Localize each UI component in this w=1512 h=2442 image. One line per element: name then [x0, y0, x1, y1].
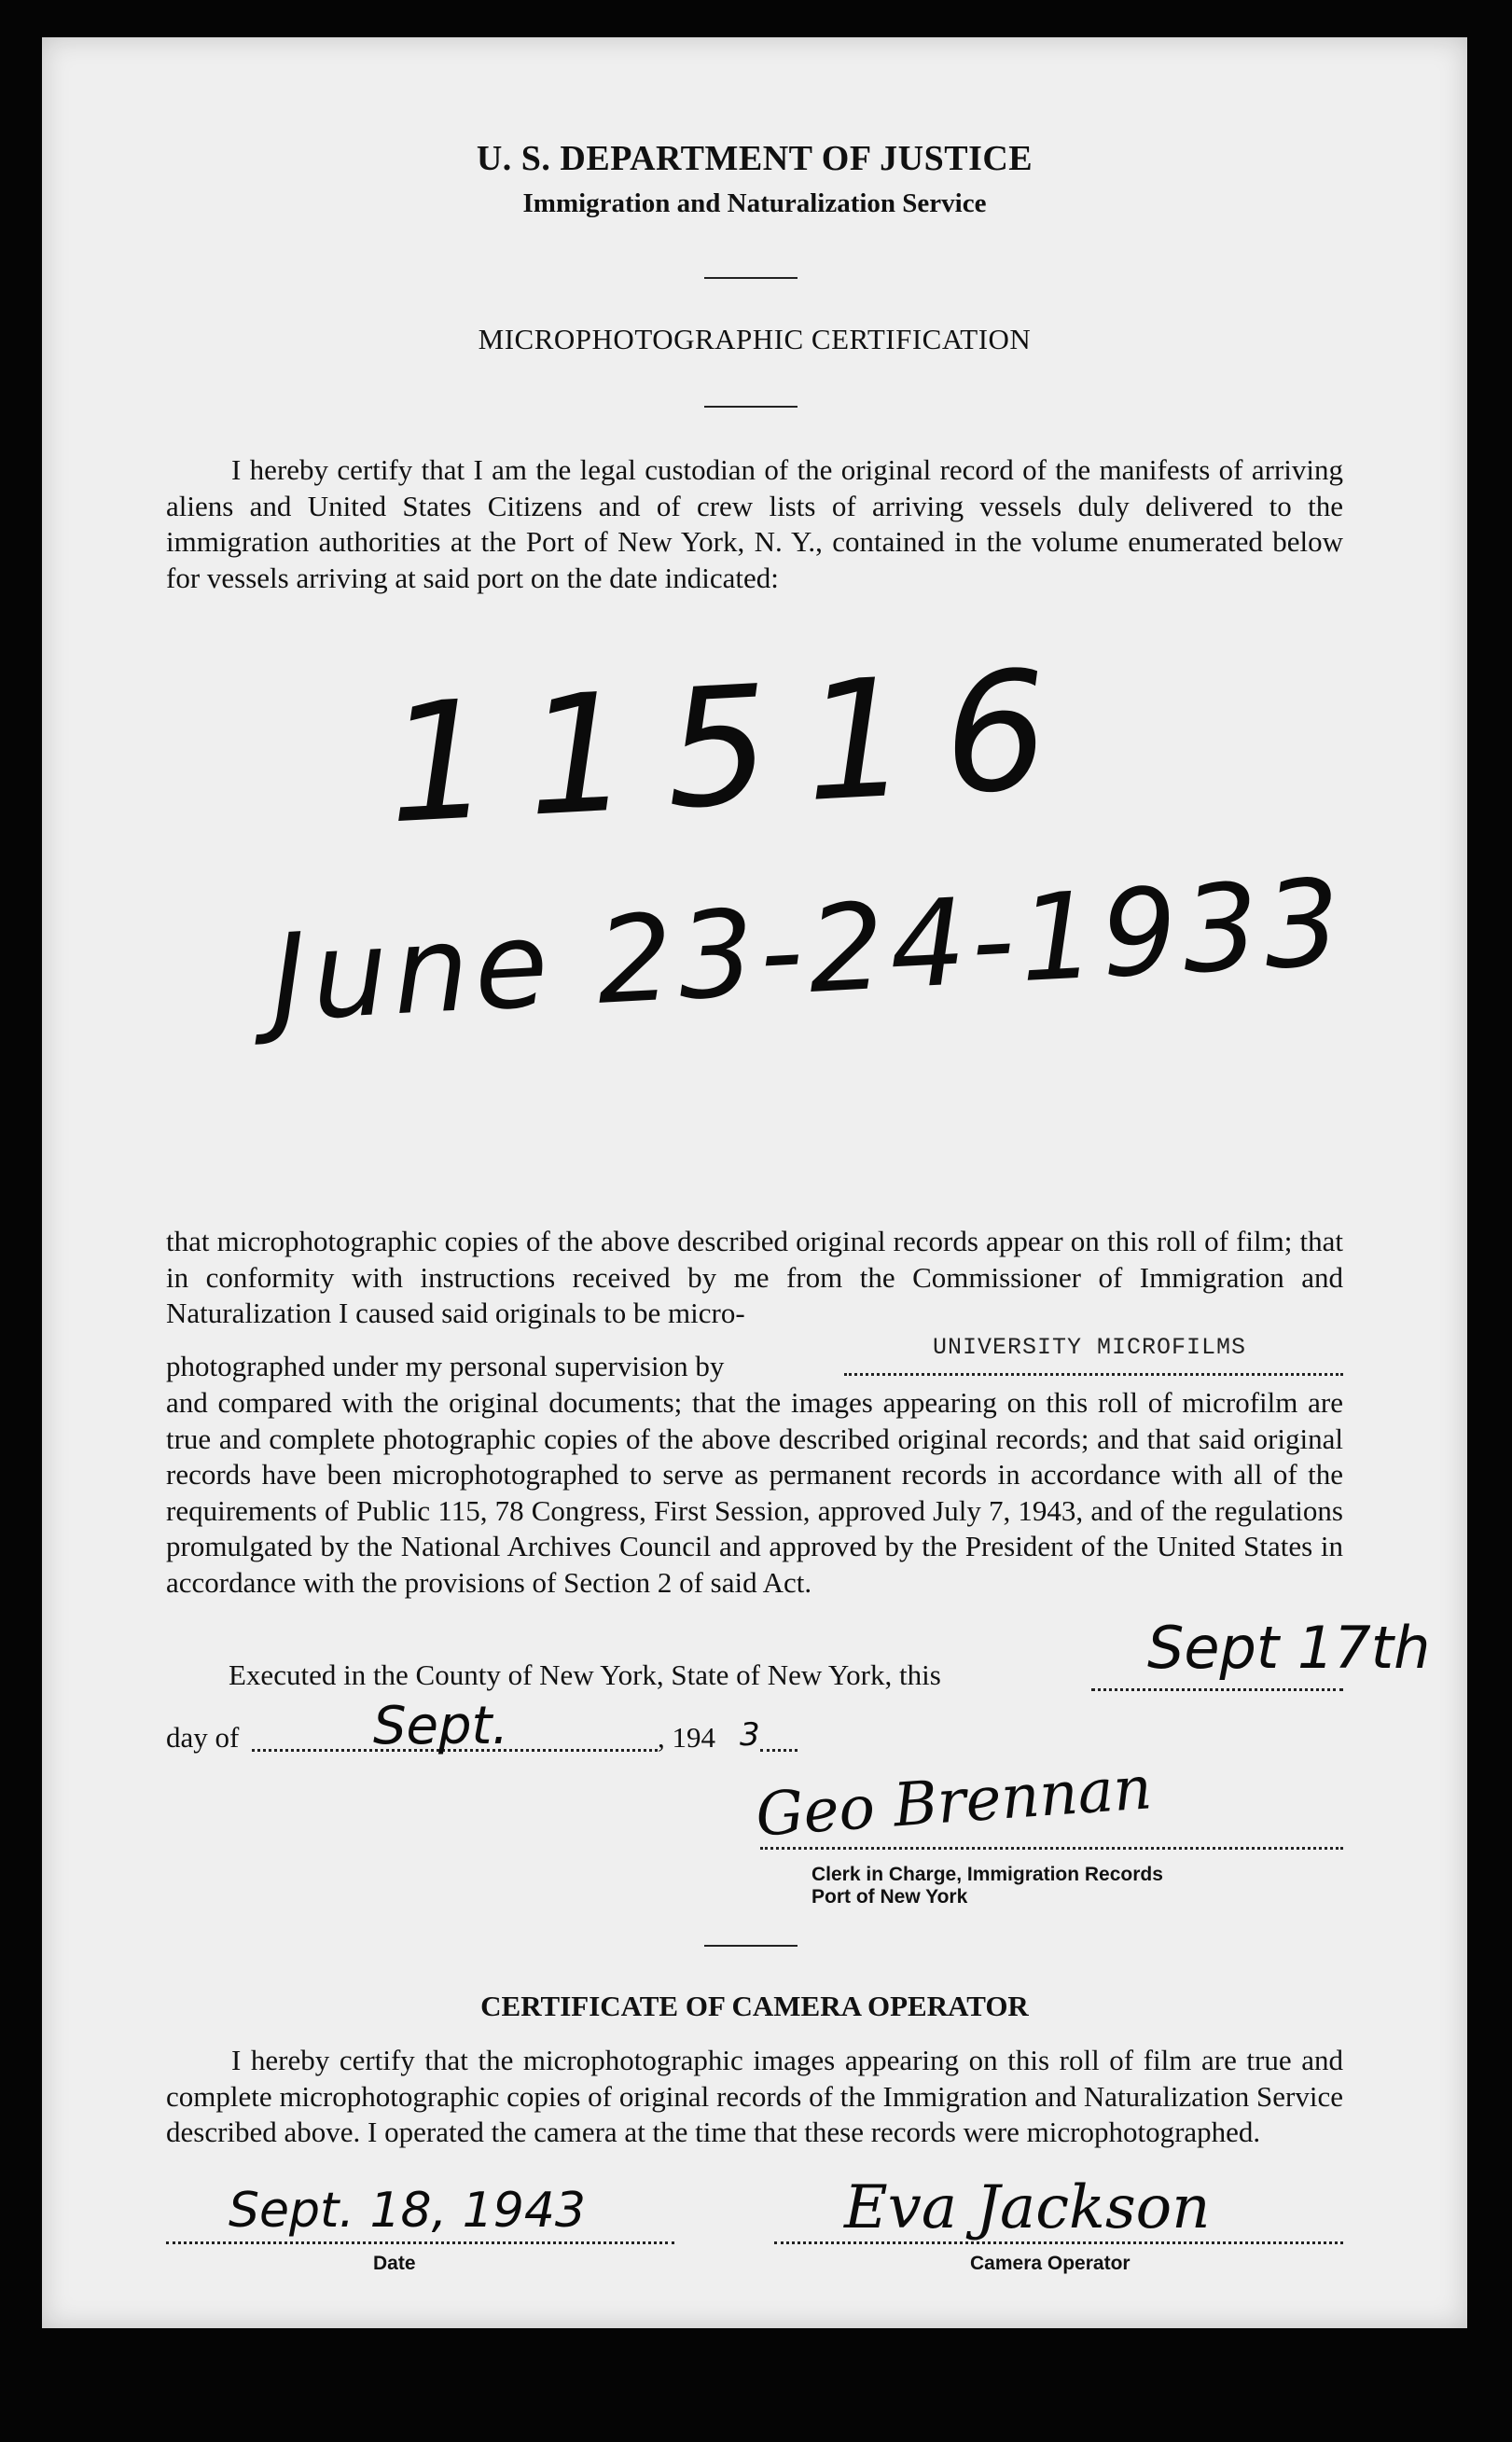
date-dotted-line — [166, 2241, 674, 2244]
handwritten-month: Sept. — [373, 1696, 509, 1756]
certificate-sheet — [42, 37, 1467, 2328]
supervision-typed-name: UNIVERSITY MICROFILMS — [933, 1334, 1247, 1361]
executed-label: Executed in the County of New York, State of New York, this — [229, 1658, 941, 1691]
camera-operator-signature: Eva Jackson — [844, 2173, 1211, 2242]
day-of-label: day of — [166, 1721, 240, 1754]
camera-operator-label: Camera Operator — [970, 2253, 1131, 2274]
department-heading: U. S. DEPARTMENT OF JUSTICE — [476, 139, 1033, 178]
divider — [704, 1945, 798, 1947]
camera-operator-text: I hereby certify that the microphotographic images appearing on this roll of film are true and complete microphotographic copies of original records of the Immigration and Naturalization Service described above. I operated the camera at the time that these records were microphotographed. — [166, 2044, 1343, 2148]
date-label: Date — [373, 2253, 416, 2274]
handwritten-volume-date: June 23-24-1933 — [267, 853, 1350, 1049]
certification-title: MICROPHOTOGRAPHIC CERTIFICATION — [478, 323, 1032, 355]
divider — [704, 406, 798, 408]
certification-intro: I hereby certify that I am the legal custodian of the original record of the manifests of arriving aliens and United States Citizens and of crew lists of arriving vessels duly delivered to the immigration authorities at the Port of New York, N. Y., contained in the volume enumerated below for vessels arriving at said port on the date indicated: — [166, 453, 1343, 594]
certification-body-part1: that microphotographic copies of the above described original records appear on this roll of film; that in conformity with instructions received by me from the Commissioner of Immigration and Naturalization I caused said originals to be micro- — [166, 1225, 1343, 1329]
clerk-signature: Geo Brennan — [753, 1754, 1155, 1851]
divider — [704, 277, 798, 279]
operator-dotted-line — [774, 2241, 1343, 2244]
clerk-title-line1: Clerk in Charge, Immigration Records — [811, 1864, 1163, 1885]
clerk-title-line2: Port of New York — [811, 1886, 968, 1908]
handwritten-executed-day: Sept 17th — [1147, 1614, 1431, 1682]
year-prefix: , 194 — [658, 1721, 715, 1754]
camera-operator-title: CERTIFICATE OF CAMERA OPERATOR — [480, 1990, 1029, 2022]
supervision-dotted-line — [844, 1373, 1343, 1376]
handwritten-volume-number: 11516 — [382, 634, 1089, 861]
executed-day-dotted-line — [1091, 1688, 1343, 1691]
clerk-signature-dotted-line — [760, 1847, 1343, 1850]
handwritten-camera-date: Sept. 18, 1943 — [229, 2183, 587, 2239]
supervision-label: photographed under my personal supervision by — [166, 1350, 725, 1382]
handwritten-year-digit: 3 — [740, 1716, 760, 1754]
year-dotted-line — [760, 1749, 798, 1752]
service-subheading: Immigration and Naturalization Service — [522, 188, 987, 218]
certification-body-part2: and compared with the original documents; that the images appearing on this roll of microfilm are true and complete photographic copies of the above described original records; and that said original records have been microphotographed to serve as permanent records in accordance with all of the requirements of Public 115, 78 Congress, First Session, approved July 7, 1943, and of the regulations promulgated by the National Archives Council and approved by the President of the United States in accordance with the provisions of Section 2 of said Act. — [166, 1386, 1343, 1599]
